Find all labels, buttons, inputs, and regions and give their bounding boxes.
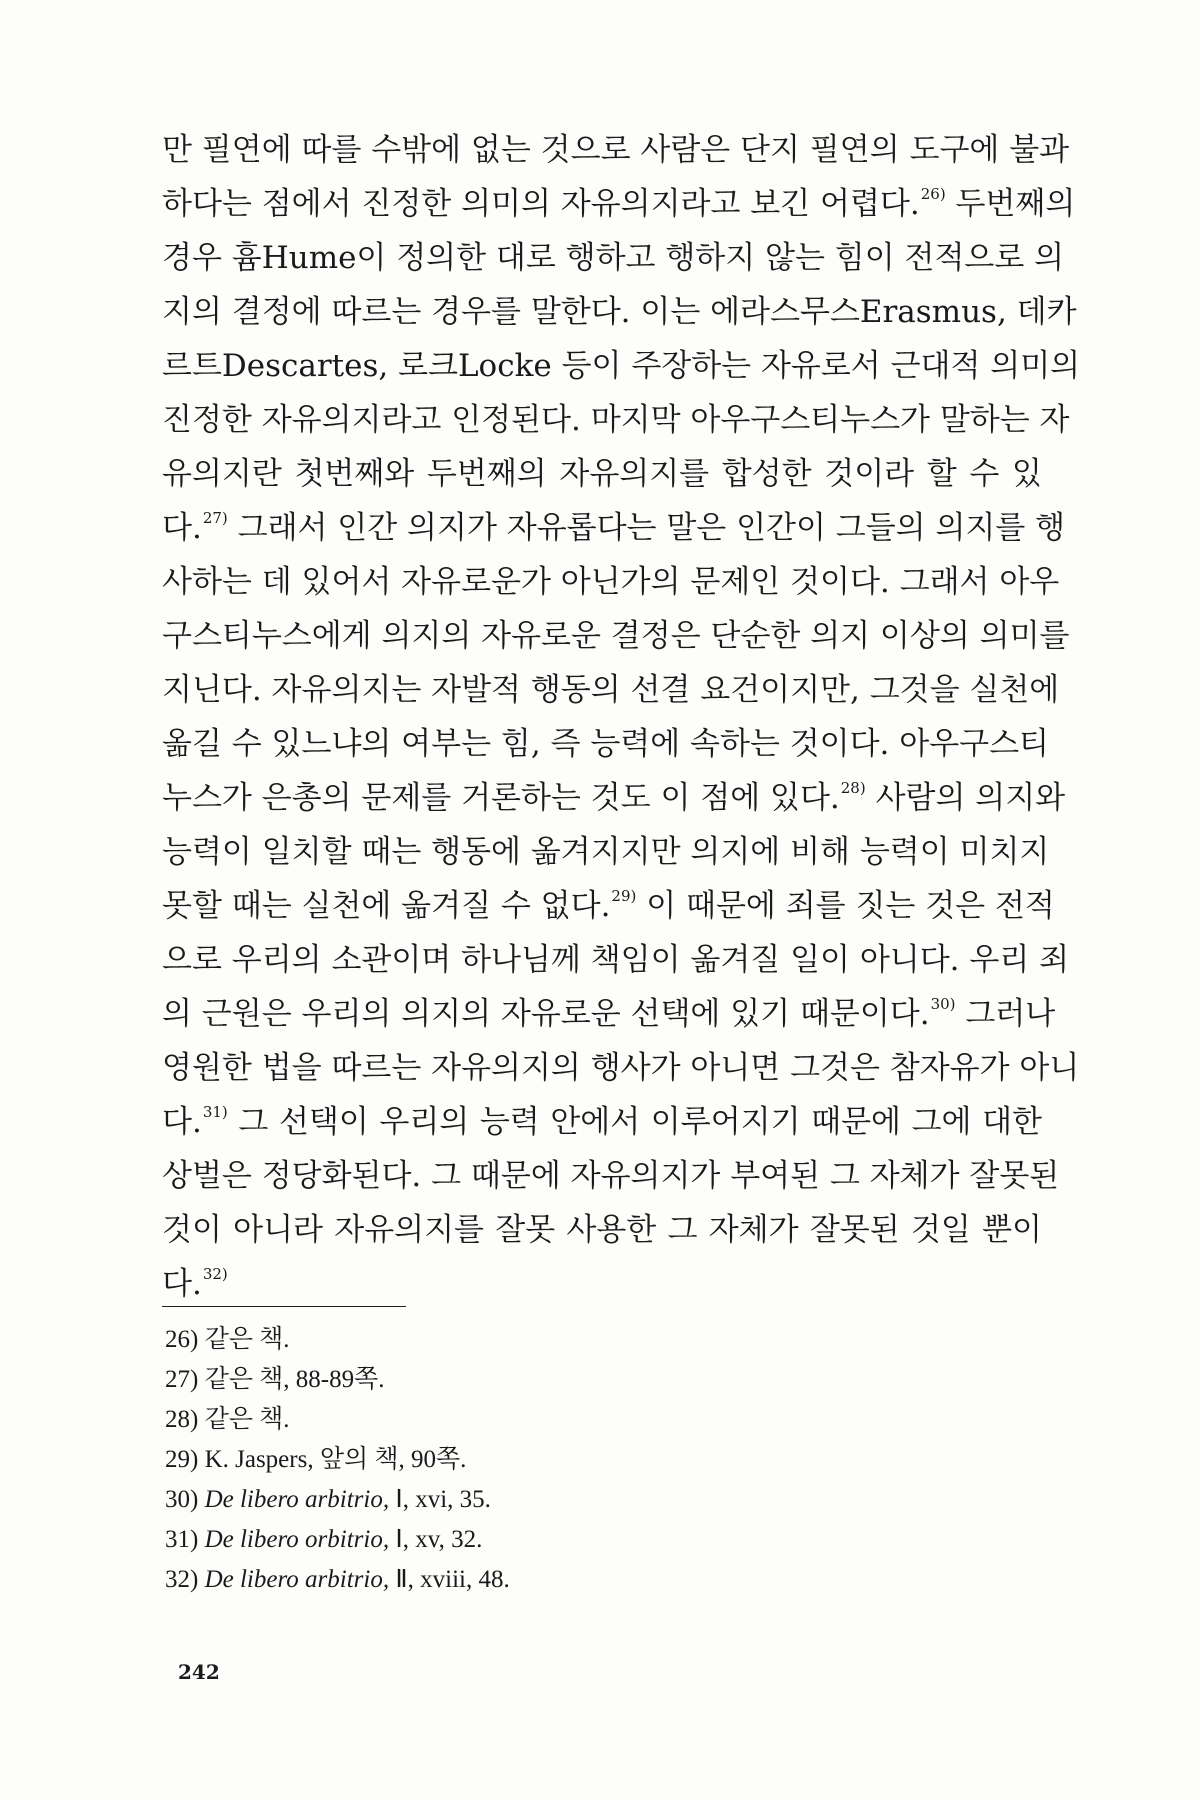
footnote-number: 32) [165,1566,199,1593]
footnote-ref: 26) [920,185,946,203]
footnote-number: 30) [165,1486,199,1513]
footnote [165,1404,290,1436]
footnote-number: 26) [165,1326,199,1353]
page-number: 242 [178,1660,220,1684]
footnote-ref: 27) [202,509,228,527]
footnote-number: 27) [165,1366,199,1393]
body-line: 다.$^{32)}$ [162,1265,228,1302]
footnote-ref: 32) [202,1265,228,1283]
footnote-ref-detail: Ⅱ, xviii, 48. [389,1566,510,1593]
footnote-text: 같은 책, 88-89쪽. [204,1366,385,1393]
footnote-text: 같은 책. [204,1326,290,1353]
body-line: 누스가 은총의 문제를 거론하는 것도 이 점에 있다.$^{28)}$ 사람의 의지와 [162,779,1066,816]
body-line: 르트Descartes, 로크Locke 등이 주장하는 자유로서 근대적 의미의 [162,348,1081,384]
body-line: 못할 때는 실천에 옮겨질 수 없다.$^{29)}$ 이 때문에 죄를 짓는 것은 전적 [162,887,1055,924]
footnote-title: De libero arbitrio, [204,1486,390,1513]
footnote-number: 28) [165,1406,199,1433]
body-line: 경우 흄Hume이 정의한 대로 행하고 행하지 않는 힘이 전적으로 의 [162,240,1065,276]
footnote-text: K. Jaspers, 앞의 책, 90쪽. [204,1446,467,1473]
body-line: 영원한 법을 따르는 자유의지의 행사가 아니면 그것은 참자유가 아니 [162,1050,1080,1086]
footnote [165,1564,510,1596]
body-line: 하다는 점에서 진정한 의미의 자유의지라고 보긴 어렵다.$^{26)}$ 두번째의 [162,185,1076,222]
body-line: 옮길 수 있느냐의 여부는 힘, 즉 능력에 속하는 것이다. 아우구스티 [162,726,1049,762]
footnote [165,1444,466,1476]
footnote-number: 29) [165,1446,199,1473]
footnote-ref: 31) [202,1103,228,1121]
body-line: 구스티누스에게 의지의 자유로운 결정은 단순한 의지 이상의 의미를 [162,618,1070,654]
footnote [165,1484,491,1516]
footnote-title: De libero orbitrio, [204,1526,390,1553]
body-line: 지의 결정에 따르는 경우를 말한다. 이는 에라스무스Erasmus, 데카 [162,294,1077,330]
body-line: 의 근원은 우리의 의지의 자유로운 선택에 있기 때문이다.$^{30)}$ 그러나 [162,995,1056,1032]
footnote-number: 31) [165,1526,199,1553]
footnote-title: De libero arbitrio, [204,1566,390,1593]
footnote-ref: 30) [930,995,956,1013]
footnote [165,1524,482,1556]
footnote-ref-detail: Ⅰ, xv, 32. [389,1526,483,1553]
body-line: 만 필연에 따를 수밖에 없는 것으로 사람은 단지 필연의 도구에 불과 [162,132,1070,168]
body-line: 으로 우리의 소관이며 하나님께 책임이 옮겨질 일이 아니다. 우리 죄 [162,942,1070,978]
body-line: 유의지란 첫번째와 두번째의 자유의지를 합성한 것이라 할 수 있 [162,456,1042,492]
body-line: 능력이 일치할 때는 행동에 옮겨지지만 의지에 비해 능력이 미치지 [162,834,1050,870]
body-line: 지닌다. 자유의지는 자발적 행동의 선결 요건이지만, 그것을 실천에 [162,672,1060,708]
footnote-text: 같은 책. [204,1406,290,1433]
body-line: 상벌은 정당화된다. 그 때문에 자유의지가 부여된 그 자체가 잘못된 [162,1158,1060,1194]
body-line: 사하는 데 있어서 자유로운가 아닌가의 문제인 것이다. 그래서 아우 [162,564,1060,600]
body-line: 진정한 자유의지라고 인정된다. 마지막 아우구스티누스가 말하는 자 [162,402,1070,438]
footnote-ref-detail: Ⅰ, xvi, 35. [389,1486,491,1513]
footnote [165,1364,385,1396]
footnote-ref: 28) [840,779,866,797]
body-line: 것이 아니라 자유의지를 잘못 사용한 그 자체가 잘못된 것일 뿐이 [162,1212,1042,1248]
body-line: 다.$^{27)}$ 그래서 인간 의지가 자유롭다는 말은 인간이 그들의 의지를 행 [162,509,1066,546]
body-line: 다.$^{31)}$ 그 선택이 우리의 능력 안에서 이루어지기 때문에 그에 대한 [162,1103,1042,1140]
footnote-ref: 29) [611,887,637,905]
footnote [165,1324,290,1356]
